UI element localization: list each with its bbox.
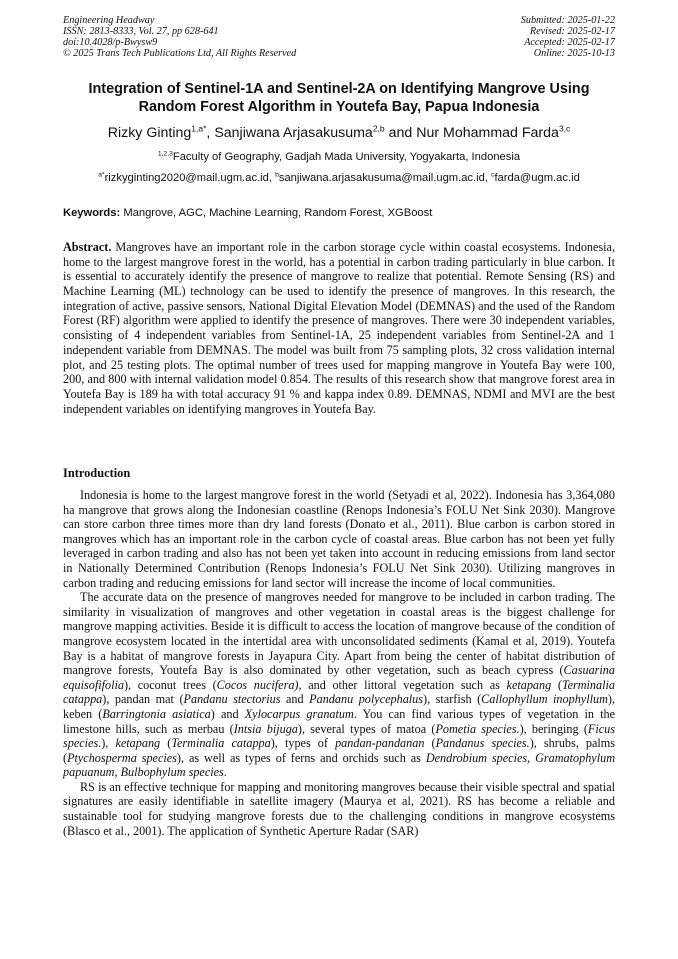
journal-name: Engineering Headway xyxy=(63,15,155,26)
paragraph: The accurate data on the presence of mangroves needed for mangrove to be included in carbon trading. The similarity in visualization of mangroves and other vegetation in coastal areas is the biggest challenge for mangrove mapping activities. Beside it is difficult to access the location of mangrove because of the condition of mangrove ecosystem located in the intertidal area with unconsolidated sediments (Kamal et al, 2019). Youtefa Bay is a habitat of mangrove forests in Jayapura City. Apart from being the center of habitat distribution of mangrove forests, Youtefa Bay is also dominated by other vegetation, such as beach cypress (Casuarina equisofifolia), coconut trees (Cocos nucifera), and other littoral vegetation such as ketapang (Terminalia catappa), pandan mat (Pandanu stectorius and Pandanu polycephalus), starfish (Callophyllum inophyllum), keben (Barringtonia asiatica) and Xylocarpus granatum. You can find various types of vegetation in the limestone hills, such as merbau (Intsia bijuga), several types of matoa (Pometia species.), beringing (Ficus species.), ketapang (Terminalia catappa), types of pandan-pandanan (Pandanus species.), shrubs, palms (Ptychosperma species), as well as types of ferns and orchids such as Dendrobium species, Gramatophylum papuanum, Bulbophylum species. xyxy=(63,590,616,780)
affiliation-sup: 1,2,3 xyxy=(157,150,173,158)
keywords-label: Keywords: xyxy=(63,207,121,219)
issn: ISSN: 2813-8333, Vol. 27, pp 628-641 xyxy=(63,26,219,37)
paper-title: Integration of Sentinel-1A and Sentinel-2A on Identifying Mangrove Using Random Forest Algorithm in Youtefa Bay, Papua Indonesia xyxy=(88,81,590,115)
author-name: Rizky Ginting xyxy=(107,125,192,141)
author-sup: 3,c xyxy=(558,123,571,134)
abstract-label: Abstract. xyxy=(63,240,112,254)
author-list: Rizky Ginting$^{1,a*}$, Sanjiwana Arjasakusuma$^{2,b}$ and Nur Mohammad Farda$^{3,c}$ xyxy=(107,123,571,141)
copyright: © 2025 Trans Tech Publications Ltd, All Rights Reserved xyxy=(63,48,297,59)
affiliation xyxy=(63,150,615,164)
author-name: Nur Mohammad Farda xyxy=(416,125,559,141)
online-date: Online: 2025-10-13 xyxy=(533,48,615,59)
abstract-text: Mangroves have an important role in the carbon storage cycle within coastal ecosystems. Indonesia, home to the largest mangrove forest in the world, has a potential in carbon trading particularly in blue carbon. It is essential to accurately identify the presence of mangrove to realize that potential. Remote Sensing (RS) and Machine Learning (ML) technology can be used to identify the presence of mangroves. In this research, the integration of active, passive sensors, National Digital Elevation Model (DEMNAS) and the used of the Random Forest (RF) algorithm were applied to identify the presence of mangroves. There were 30 independent variables, consisting of 4 independent variables from Sentinel-1A, 25 independent variables from Sentinel-2A and 1 independent variable from DEMNAS. The model was built from 75 sampling plots, 32 cross validation internal plot, and 25 testing plots. The optimal number of trees used for mapping mangrove in Youtefa Bay were 100, 200, and 800 with internal validation model 0.854. The results of this research show that mangrove forest area in Youtefa Bay is 189 ha with total accuracy 91 % and kappa index 0.89. DEMNAS, NDMI and MVI are the best independent variables on identifying mangroves in Youtefa Bay. xyxy=(63,240,616,416)
email-sup: c xyxy=(491,171,495,179)
doi[interactable]: doi:10.4028/p-Bwysw9 xyxy=(63,37,158,48)
paragraph: Indonesia is home to the largest mangrove forest in the world (Setyadi et al, 2022). Indonesia has 3,364,080 ha mangrove that grows along the Indonesian coastline (Renops Indonesia’s FOLU Net Sink 2030). Mangrove can store carbon three times more than dry land forests (Donato et al., 2011). Blue carbon is carbon stored in mangroves which has an important role in the carbon cycle of coastal areas. Blue carbon has not been yet fully leveraged in carbon trading and also has not been yet taken into account in reducing emissions from land sector in Nationally Determined Contribution (Renops Indonesia’s FOLU Net Sink 2030). Utilizing mangroves in carbon trading and reducing emissions for land sector will increase the income of local communities. xyxy=(63,488,615,590)
paragraph: RS is an effective technique for mapping and monitoring mangroves because their visible spectral and spatial signatures are easily identifiable in satellite imagery (Maurya et al, 2021). RS has become a reliable and sustainable tool for studying mangrove forests due to the challenging conditions in mangrove ecosystems (Blasco et al., 2001). The application of Synthetic Aperture Radar (SAR) xyxy=(63,779,615,838)
affiliation-text: Faculty of Geography, Gadjah Mada University, Yogyakarta, Indonesia xyxy=(172,151,521,163)
author-sup: 2,b xyxy=(372,123,385,134)
author-name: Sanjiwana Arjasakusuma xyxy=(214,125,373,141)
submitted-date: Submitted: 2025-01-22 xyxy=(520,15,615,26)
email-list: $^{a*}$rizkyginting2020@mail.ugm.ac.id, $^b$sanjiwana.arjasakusuma@mail.ugm.ac.id, $^c$farda@ugm.ac.id xyxy=(98,171,580,184)
keywords-text: Mangrove, AGC, Machine Learning, Random Forest, XGBoost xyxy=(123,207,433,219)
email[interactable]: rizkyginting2020@mail.ugm.ac.id xyxy=(104,172,269,184)
author-sup: 1,a* xyxy=(191,123,207,134)
revised-date: Revised: 2025-02-17 xyxy=(529,26,615,37)
introduction-body xyxy=(63,488,615,838)
email-sup: b xyxy=(275,171,279,179)
section-heading: Introduction xyxy=(63,466,131,480)
keywords xyxy=(63,206,615,220)
accepted-date: Accepted: 2025-02-17 xyxy=(524,37,615,48)
header-left xyxy=(63,15,296,59)
email[interactable]: sanjiwana.arjasakusuma@mail.ugm.ac.id xyxy=(278,172,485,184)
abstract xyxy=(63,240,615,416)
email-sup: a* xyxy=(98,171,105,179)
header-right xyxy=(521,15,615,59)
email[interactable]: farda@ugm.ac.id xyxy=(494,172,580,184)
